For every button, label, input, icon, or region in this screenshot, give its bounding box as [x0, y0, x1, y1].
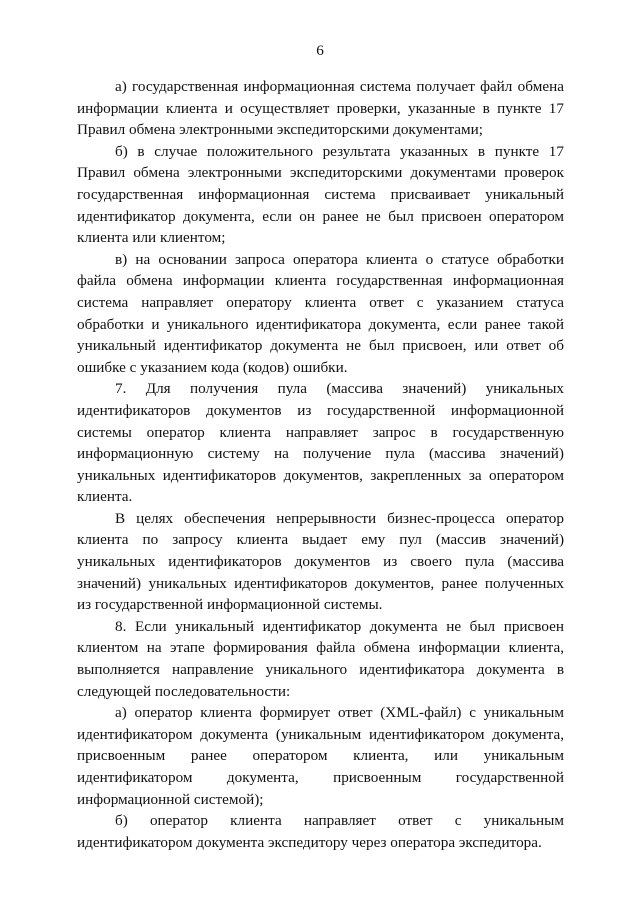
- paragraph-clause-7: 7. Для получения пула (массива значений) уникальных идентификаторов документов из государственной информационной системы оператор клиента направляет запрос в государственную информационную систему на получение пула (массива значений) уникальных идентификаторов документов, закрепленных за оператором клиента.: [77, 380, 564, 506]
- page-number: 6: [316, 42, 324, 59]
- paragraph-clause-8: 8. Если уникальный идентификатор документа не был присвоен клиентом на этапе формирования файла обмена информации клиента, выполняется направление уникального идентификатора документа в следующей последовательности:: [77, 617, 564, 700]
- document-body: [77, 76, 564, 853]
- paragraph-item-a: а) государственная информационная система получает файл обмена информации клиента и осуществляет проверки, указанные в пункте 17 Правил обмена электронными экспедиторскими документами;: [77, 78, 564, 139]
- paragraph-clause-8-item-b: б) оператор клиента направляет ответ с уникальным идентификатором документа экспедитору через оператора экспедитора.: [77, 812, 564, 851]
- paragraph-item-c: в) на основании запроса оператора клиента о статусе обработки файла обмена информации клиента государственная информационная система направляет оператору клиента ответ с указанием статуса обработки и уникального идентификатора документа, если ранее такой уникальный идентификатор документа не был присвоен, или ответ об ошибке с указанием кода (кодов) ошибки.: [77, 250, 564, 376]
- paragraph-item-b: б) в случае положительного результата указанных в пункте 17 Правил обмена электронными экспедиторскими документами проверок государственная информационная система присваивает уникальный идентификатор документа, если он ранее не был присвоен оператором клиента или клиентом;: [77, 142, 564, 247]
- paragraph-clause-8-item-a: а) оператор клиента формирует ответ (XML-файл) с уникальным идентификатором документа (уникальным идентификатором документа, присвоенным ранее оператором клиента, или уникальным идентификатором документа, присвоенным государственной информационной системой);: [77, 704, 564, 808]
- paragraph-clause-7-continuation: В целях обеспечения непрерывности бизнес-процесса оператор клиента по запросу клиента выдает ему пул (массив значений) уникальных идентификаторов документов из своего пула (массива значений) уникальных идентификаторов документов, ранее полученных из государственной информационной системы.: [77, 509, 564, 614]
